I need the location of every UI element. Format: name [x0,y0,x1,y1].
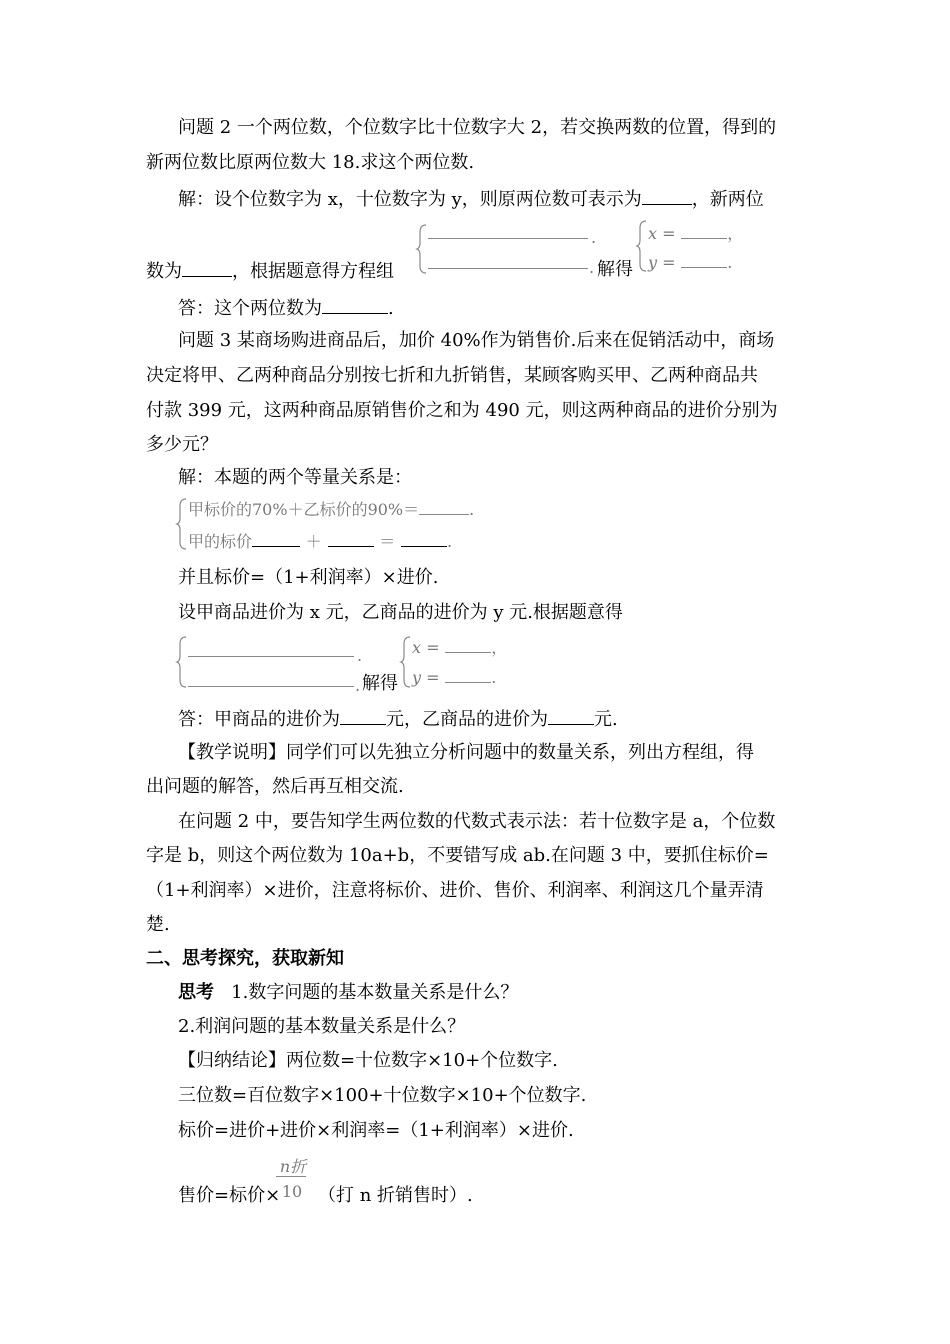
problem2-solution-line2: 数为 ，根据题意得方程组 [146,258,394,284]
teaching-note-line1: 【教学说明】同学们可以先独立分析问题中的数量关系，列出方程组，得 [178,742,754,763]
problem3-answer: 答：甲商品的进价为 元，乙商品的进价为 元. [178,706,618,732]
p3-solve-label: 解得 [362,673,398,694]
teaching-note-line6: 楚. [146,914,170,935]
blank-p3-equation-1[interactable] [188,640,354,657]
blank-original-number[interactable] [642,186,692,205]
problem3-line2: 决定将甲、乙两种商品分别按七折和九折销售，某顾客购买甲、乙两种商品共 [146,365,758,386]
blank-jia-price[interactable] [340,706,386,725]
problem2-line2: 新两位数比原两位数大 18.求这个两位数. [146,152,475,173]
problem2-line1: 问题 2 一个两位数，个位数字比十位数字大 2，若交换两数的位置，得到的 [178,117,777,138]
blank-answer-number[interactable] [322,295,388,314]
y-solution-row: y = . [648,253,733,272]
fraction-bar [276,1176,306,1177]
relation-row-2: 甲的标价 ＋ ＝ . [188,528,452,554]
p3-eq1-period: . [357,646,363,665]
problem3-line4: 多少元？ [146,434,218,455]
teaching-note-line4: 字是 b，则这个两位数为 10a+b，不要错写成 ab.在问题 3 中，要抓住标价= [146,845,769,866]
fraction [276,1152,308,1204]
conclusion-4-b: （打 n 折销售时）. [318,1185,473,1206]
conclusion-3: 标价=进价+进价×利润率=（1+利润率）×进价. [178,1120,574,1141]
problem3-line3: 付款 399 元，这两种商品原销售价之和为 490 元，则这两种商品的进价分别为 [146,400,778,421]
conclusion-2: 三位数=百位数字×100+十位数字×10+个位数字. [178,1085,587,1106]
section-heading: 二、思考探究，获取新知 [146,948,344,969]
blank-yi-price[interactable] [548,706,594,725]
left-brace-icon [176,498,188,550]
left-brace-icon [416,224,428,274]
eq1-period: . [591,228,597,247]
p3-y-solution-row: y = . [412,668,497,687]
x-solution-row: x = ， [648,224,744,243]
teaching-note-line5: （1+利润率）×进价，注意将标价、进价、售价、利润率、利润这几个量弄清 [146,880,764,901]
blank-relation-2b[interactable] [328,528,374,547]
blank-equation-1[interactable] [428,222,588,239]
eq2-period: . [589,258,595,277]
problem3-solution: 解：本题的两个等量关系是： [178,467,412,488]
blank-p3-equation-2[interactable] [188,670,354,687]
solve-label: 解得 [597,259,633,280]
teaching-note-line3: 在问题 2 中，要告知学生两位数的代数式表示法：若十位数字是 a，个位数 [178,811,776,832]
blank-relation-1[interactable] [419,498,469,515]
conclusion-4-a: 售价=标价× [178,1185,281,1206]
problem2-solution: 解：设个位数字为 x，十位数字为 y，则原两位数可表示为 ，新两位 [178,186,764,212]
variable-setup: 设甲商品进价为 x 元，乙商品的进价为 y 元.根据题意得 [178,602,623,623]
blank-relation-2c[interactable] [401,528,447,547]
think-question-2: 2.利润问题的基本数量关系是什么？ [178,1016,466,1037]
blank-p3-x-value[interactable] [445,636,491,653]
relation-row-1: 甲标价的70%＋乙标价的90%＝ . [188,500,475,519]
problem3-line1: 问题 3 某商场购进商品后，加价 40%作为销售价.后来在促销活动中，商场 [178,330,775,351]
teaching-note-line2: 出问题的解答，然后再互相交流. [146,776,404,797]
left-brace-icon [176,636,188,688]
p3-x-solution-row: x = ， [412,638,508,657]
blank-p3-y-value[interactable] [445,666,491,683]
blank-equation-2[interactable] [428,252,588,269]
think-question-1: 思考 1.数字问题的基本数量关系是什么？ [178,982,519,1003]
left-brace-icon [636,220,648,272]
problem2-answer: 答：这个两位数为 . [178,295,394,321]
blank-y-value[interactable] [681,251,727,268]
blank-relation-2a[interactable] [252,528,300,547]
p3-eq2-period: . [355,676,361,695]
markup-relation: 并且标价=（1+利润率）×进价. [178,567,439,588]
left-brace-icon [400,636,412,688]
fraction-denominator: 10 [281,1182,303,1201]
fraction-numerator: n折 [279,1157,307,1176]
blank-new-number[interactable] [182,258,232,277]
conclusion-1: 【归纳结论】两位数=十位数字×10+个位数字. [178,1050,558,1071]
blank-x-value[interactable] [681,222,727,239]
